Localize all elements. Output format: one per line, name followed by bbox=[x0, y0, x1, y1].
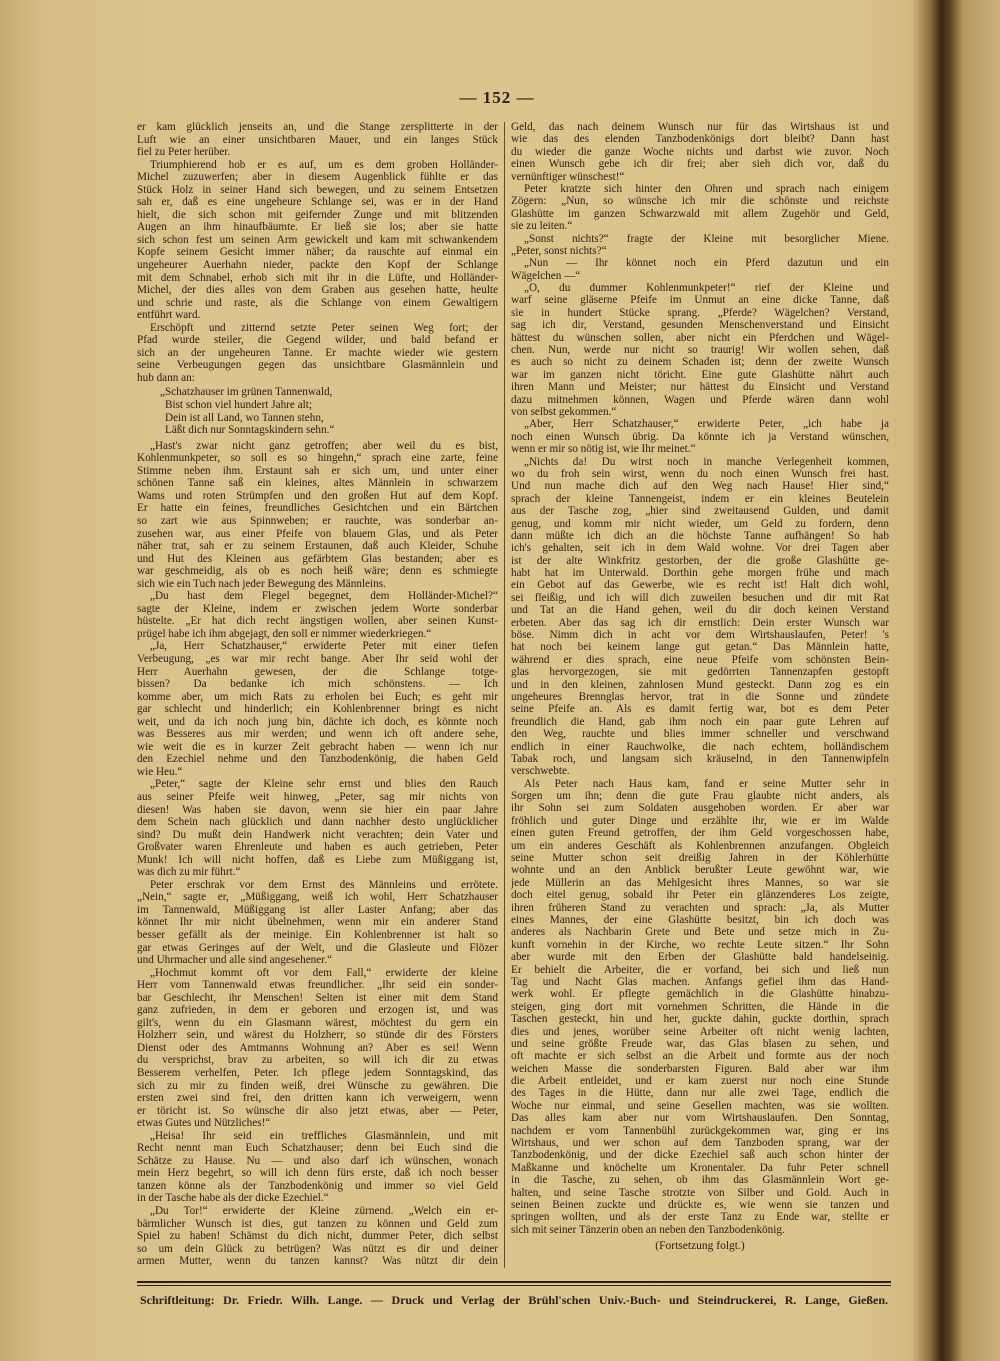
text-line: anderes als Nachbarin Grete und Bete und setze mich in Zu- bbox=[511, 926, 889, 939]
right-column bbox=[511, 121, 889, 1253]
text-line: seine Verbeugungen gegen das unsichtbare Glasmännlein und bbox=[137, 359, 498, 372]
text-line: aber wurde mit den Erben der Glashütte bald handelseinig. bbox=[511, 951, 889, 964]
page-number: — 152 — bbox=[459, 88, 535, 107]
text-line: Michel zuzuwerfen; aber in diesem Augenblick fühlte er das bbox=[137, 171, 498, 184]
text-line: bärmlicher Wunsch ist dies, gut tanzen zu können und Geld zum bbox=[137, 1217, 498, 1230]
text-line: war geschmeidig, als ob es noch heiß wäre; denn es schmiegte bbox=[137, 565, 498, 578]
text-line: seinen Beinen zuckte und drückte es, wie wenn sie tanzen und bbox=[511, 1198, 889, 1211]
text-line: wohnte und an den Anblick berußter Leute gewöhnt war, wie bbox=[511, 864, 889, 877]
text-line: diesen! Was haben sie davon, wenn sie hier ein paar Jahre bbox=[137, 803, 498, 816]
text-line: dem Schein nach glücklich und dann nachher desto unglücklicher bbox=[137, 816, 498, 829]
text-line: ungeheures Brennglas hervor, trat in die Sonne und zündete bbox=[511, 690, 889, 703]
text-line: Verbeugung, „es war mir recht bange. Aber Ihr seid wohl der bbox=[137, 652, 498, 665]
text-line: Taschen gesteckt, hin und her, guckte dahin, guckte dorthin, sprach bbox=[511, 1013, 889, 1026]
text-line: vernünftiger wünschest!“ bbox=[511, 170, 625, 183]
text-line: „Nichts da! Du wirst noch in manche Verlegenheit kommen, bbox=[524, 455, 889, 468]
paragraph bbox=[137, 590, 498, 640]
text-line: Besserem verhelfen, Peter. Ich pflege jedem Sonntagskind, das bbox=[137, 1067, 498, 1080]
text-line: näher trat, sah er zu seinem Erstaunen, daß auch Kleider, Schuhe bbox=[137, 540, 498, 553]
text-line: Dienst oder des Amtmanns Wohnung an? Aber es sei! Wenn bbox=[137, 1041, 498, 1054]
text-line: könnet Ihr mir nicht übelnehmen, wenn mir ein anderer Stand bbox=[137, 916, 498, 929]
text-line: du wieder die ganze Woche nichts und darbst wie zuvor. Noch bbox=[511, 145, 889, 158]
text-line: den Weg, rauchte und blies immer schneller und verschwand bbox=[511, 728, 889, 741]
text-line: um ein anderes Geschäft als Kohlenbrennen anzufangen. Obgleich bbox=[511, 839, 889, 852]
continuation-note bbox=[511, 1240, 889, 1252]
text-line: „Du hast dem Flegel begegnet, dem Holländer-Michel?“ bbox=[150, 590, 498, 603]
text-line: Herr vom Tannenwald etwas freundlicher. „Ihr seid ein sonder- bbox=[137, 979, 498, 992]
text-line: nachdem er vom Tannenbühl zurückgekommen war, ging er ins bbox=[511, 1124, 889, 1137]
paragraph bbox=[511, 257, 889, 282]
paragraph bbox=[137, 121, 498, 159]
text-line: Läßt dich nur Sonntagskindern sehn.“ bbox=[165, 424, 335, 437]
text-line: Dein ist all Land, wo Tannen stehn, bbox=[165, 411, 324, 424]
text-line: Pfad wurde steiler, die Gegend wilder, und bald befand er bbox=[137, 334, 498, 347]
text-line: Großvater waren Ehrenleute und haben es auch getrieben, Peter bbox=[137, 841, 498, 854]
text-line: hat noch bei keinem lange gut getan.“ Das Männlein hatte, bbox=[511, 641, 889, 654]
text-line: wie weit die es in kurzer Zeit gebracht haben — wenn ich nur bbox=[137, 740, 498, 753]
text-line: du versprichst, brav zu arbeiten, so will ich dir zu etwas bbox=[137, 1054, 498, 1067]
text-line: im Tannenwald, Müßiggang ist aller Laster Anfang; aber das bbox=[137, 903, 498, 916]
text-line: „O, du dummer Kohlenmunkpeter!“ rief der Kleine und bbox=[524, 282, 889, 295]
text-line: Tanzbodenkönig, und der dicke Ezechiel saß auch schon hinter der bbox=[511, 1149, 889, 1162]
text-line: sprach der kleine Tannengeist, indem er ein kleines Beutelein bbox=[511, 492, 889, 505]
text-line: und in den kleinen, zahnlosen Mund gesteckt. Dann zog es ein bbox=[511, 678, 889, 691]
text-line: fiel zu Peter herüber. bbox=[137, 146, 231, 159]
text-line: so um dein Glück zu betrügen? Was nützt es dir und deiner bbox=[137, 1242, 498, 1255]
text-line: „Peter,“ sagte der Kleine sehr ernst und blies den Rauch bbox=[150, 778, 498, 791]
verse-stanza bbox=[137, 386, 498, 436]
text-line: hub dann an: bbox=[137, 371, 195, 384]
text-line: Erschöpft und zitternd setzte Peter seinen Weg fort; der bbox=[150, 321, 498, 334]
text-line: „Nun — Ihr könnet noch ein Pferd dazutun und ein bbox=[524, 257, 889, 270]
text-line: springen wollten, und als der erste Tanz zu Ende war, stellte er bbox=[511, 1211, 889, 1224]
text-line: sich schon fest um seinen Arm gewickelt und kam mit schwankendem bbox=[137, 233, 498, 246]
text-line: eines Mannes, der eine Glashütte besitzt, bin ich doch was bbox=[511, 914, 889, 926]
text-line: weichen Masse die sonderbarsten Figuren. Bald aber war ihm bbox=[511, 1062, 889, 1075]
text-line: Herr Auerhahn gewesen, der die Schlange totge- bbox=[137, 665, 498, 678]
paragraph bbox=[511, 121, 889, 183]
left-column bbox=[137, 121, 498, 1268]
text-line: Wams und roten Strümpfen und den großen Hut auf dem Kopf. bbox=[137, 489, 498, 502]
text-line: Michel, der dies alles von dem Graben aus gesehen hatte, heulte bbox=[137, 284, 498, 297]
text-line: „Heisa! Ihr seid ein treffliches Glasmännlein, und mit bbox=[150, 1129, 498, 1142]
text-line: entführt ward. bbox=[137, 309, 201, 322]
text-line: sich an der ungeheuren Tanne. Er machte wieder wie gestern bbox=[137, 346, 498, 359]
text-line: chen. Nun, werde nur nicht so traurig! Wir wollen sehen, daß bbox=[511, 344, 889, 357]
text-line: Spiel zu haben! Schämst du dich nicht, dummer Peter, dich selbst bbox=[137, 1230, 498, 1243]
text-line: Das alles kam aber nur vom Wirtshauslaufen. Den Sonntag, bbox=[511, 1112, 889, 1125]
text-line: in der Tasche habe als der dicke Ezechiel.“ bbox=[137, 1192, 329, 1205]
text-line: „Ja, Herr Schatzhauser,“ erwiderte Peter mit einer tiefen bbox=[150, 640, 498, 653]
text-line: Wirtshaus, und wer schon auf dem Tanzboden sprang, war der bbox=[511, 1137, 889, 1150]
text-line: (Fortsetzung folgt.) bbox=[655, 1240, 745, 1253]
text-line: Luft wie an einer unsichtbaren Mauer, und ein langes Stück bbox=[137, 133, 498, 146]
text-line: glas hervorgezogen, sie mit gedörrten Tannenzapfen gestopft bbox=[511, 666, 889, 679]
text-line: „Sonst nichts?“ fragte der Kleine mit besorglicher Miene. bbox=[524, 232, 889, 245]
text-line: besser gefällt als der meinige. Ein Kohlenbrenner ist halt so bbox=[137, 929, 498, 941]
text-line: die Arbeit entleidet, und er kam zuerst nur noch eine Stunde bbox=[511, 1075, 889, 1088]
text-line: verschwebte. bbox=[511, 765, 570, 778]
text-line: sich zu mir zu finden weiß, drei Wünsche zu gewähren. Die bbox=[137, 1079, 498, 1092]
text-line: Augen an ihm hinaufbäumte. Er ließ sie los; aber sie hatte bbox=[137, 221, 498, 234]
text-line: noch einen Wunsch übrig. Da könnte ich ja Verstand wünschen, bbox=[511, 430, 889, 443]
text-line: Holzherr sein, und wärest du Holzherr, so stünde dir des Försters bbox=[137, 1029, 498, 1042]
text-line: sie zu leiten.“ bbox=[511, 220, 573, 233]
text-line: Zögern: „Nun, so wünsche ich mir die schönste und reichste bbox=[511, 195, 889, 208]
text-line: ihr Sohn sei zum Soldaten ausgehoben worden. Er aber war bbox=[511, 802, 889, 815]
text-line: Sorgen um ihn; denn die gute Frau glaubte nicht anders, als bbox=[511, 790, 889, 803]
text-line: warf seine gläserne Pfeife im Unmut an eine dicke Tanne, daß bbox=[511, 294, 889, 307]
text-line: wie Heu.“ bbox=[137, 765, 183, 778]
text-line: was Besseres aus mir werden; und wenn ich oft andere sehe, bbox=[137, 728, 498, 741]
paragraph bbox=[137, 1130, 498, 1205]
text-line: Und nun mache dich auf den Weg nach Hause! Hier sind,“ bbox=[511, 480, 889, 493]
text-line: seine Mutter schon seit dreißig Jahren in der Köhlerhütte bbox=[511, 852, 889, 865]
text-line: seine Pfeife an. Als es damit fertig war, bot es dem Peter bbox=[511, 703, 889, 716]
text-line: erbeten. Aber das sag ich dir ernstlich: Dein erster Wunsch war bbox=[511, 616, 889, 629]
text-line: sind? Du mußt dein Handwerk nicht verachten; dein Vater und bbox=[137, 828, 498, 841]
text-line: Wägelchen —“ bbox=[511, 269, 581, 282]
text-line: sich wie ein Tuch nach jeder Bewegung des Männleins. bbox=[137, 577, 386, 590]
text-line: hielt, die sich schon mit geifernder Zunge und mit blitzenden bbox=[137, 208, 498, 221]
text-line: in die Tasche, zu sehen, ob ihm das Glasmännlein Wort ge- bbox=[511, 1174, 889, 1187]
text-line: des Tages in die Hütte, dann nur alle zwei Tage, endlich die bbox=[511, 1087, 889, 1100]
paragraph bbox=[511, 282, 889, 418]
text-line: fröhlich und guter Dinge und erzählte ihr, wie er im Walde bbox=[511, 814, 889, 827]
text-line: schönen Tanne saß ein kleines, altes Männlein in schwarzem bbox=[137, 477, 498, 490]
text-line: „Nein,“ sagte er, „Müßiggang, weiß ich wohl, Herr Schatzhauser bbox=[137, 891, 498, 904]
paragraph bbox=[137, 440, 498, 591]
text-line: Geld, das nach deinem Wunsch nur für das Wirtshaus ist und bbox=[511, 121, 889, 133]
paragraph bbox=[511, 418, 889, 455]
text-line: er töricht ist. So wünsche dir also jetzt etwas, aber — Peter, bbox=[137, 1104, 498, 1117]
imprint-footer: Schriftleitung: Dr. Friedr. Wilh. Lange. — Druck und Verlag der Brühl'schen Univ.-Buch- und Steindruckerei, R. Lange, Gießen. bbox=[140, 1293, 888, 1307]
text-line: ganz zufrieden, in dem er geboren und erzogen ist, und was bbox=[137, 1004, 498, 1017]
text-line: Tabak roch, und langsam sich kräuselnd, in den Tannenwipfeln bbox=[511, 752, 889, 765]
text-line: mein Herz begehrt, so will ich denn fürs erste, daß ich noch besser bbox=[137, 1167, 498, 1180]
text-line: „Hochmut kommt oft vor dem Fall,“ erwiderte der kleine bbox=[150, 966, 498, 979]
text-line: gilt's, wenn du ein Glasmann wärest, möchtest du gern ein bbox=[137, 1016, 498, 1029]
text-line: und seine größte Freude war, das Glas blasen zu sehen, und bbox=[511, 1037, 889, 1050]
text-line: „Schatzhauser im grünen Tannenwald, bbox=[160, 386, 333, 399]
text-line: sah er, daß es eine ungeheure Schlange sei, was er in der Hand bbox=[137, 196, 498, 209]
text-line: wo du froh sein wirst, wenn du noch einen Wunsch frei hast. bbox=[511, 467, 889, 480]
paragraph bbox=[137, 322, 498, 385]
text-line: ein Gebot auf das Gewerbe, wie es recht ist! Halt dich wohl, bbox=[511, 579, 889, 592]
paragraph bbox=[137, 778, 498, 878]
text-line: Maßkanne und knöchelte um Kronentaler. Da fuhr Peter schnell bbox=[511, 1161, 889, 1174]
text-line: Als Peter nach Haus kam, fand er seine Mutter sehr in bbox=[524, 777, 889, 790]
text-line: werk wohl. Er pflegte gemächlich in die Glashütte hinabzu- bbox=[511, 988, 889, 1001]
footer-rule bbox=[137, 1281, 891, 1283]
paragraph bbox=[511, 183, 889, 233]
text-line: Stück Holz in seiner Hand sich bewegen, und zu seinem Entsetzen bbox=[137, 183, 498, 196]
text-line: ungeheurer Auerhahn nieder, packte den Kopf der Schlange bbox=[137, 259, 498, 272]
text-line: ihren früheren Stand zu verachten und sprach: „Ja, als Mutter bbox=[511, 901, 889, 914]
paragraph bbox=[511, 456, 889, 778]
text-line: und Uhrmacher und alle sind angesehener.“ bbox=[137, 954, 333, 967]
text-line: Stimme neben ihm. Erstaunt sah er sich um, und unter einer bbox=[137, 464, 498, 477]
text-line: Triumphierend hob er es auf, um es dem groben Holländer- bbox=[150, 158, 498, 171]
text-line: tanzen könne als der Tanzbodenkönig und immer so viel Geld bbox=[137, 1179, 498, 1192]
text-line: sei fleißig, und ich will dich zuweilen besuchen und dir mit Rat bbox=[511, 591, 889, 604]
text-line: „Du Tor!“ erwiderte der Kleine zürnend. „Welch ein er- bbox=[150, 1205, 498, 1218]
text-line: „Aber, Herr Schatzhauser,“ erwiderte Peter, „ich habe ja bbox=[524, 418, 889, 431]
text-line: ist der alte Winkfritz gestorben, der die große Glashütte ge- bbox=[511, 554, 889, 567]
text-line: jede Müllerin an das Mehlgesicht ihres Mannes, so war sie bbox=[511, 876, 889, 889]
text-line: böse. Nimm dich in acht vor dem Wirtshauslaufen, Peter! 's bbox=[511, 629, 889, 642]
text-line: Schätze zu Hause. Nu — und also darf ich wünschen, wonach bbox=[137, 1154, 498, 1167]
text-line: ersten zwei sind frei, den dritten kann ich verweigern, wenn bbox=[137, 1092, 498, 1105]
text-line: ihren Mann und Meister; nur hättest du Einsicht und Verstand bbox=[511, 381, 889, 394]
footer-rule bbox=[137, 1285, 891, 1286]
paragraph bbox=[137, 159, 498, 322]
text-line: war im ganzen nicht töricht. Eine gute Glashütte nährt auch bbox=[511, 368, 889, 381]
text-line: den Ezechiel nehme und den Tanzbodenkönig, die haben Geld bbox=[137, 753, 498, 766]
text-line: Glashütte im ganzen Schwarzwald mit allem Zugehör und Geld, bbox=[511, 207, 889, 220]
text-line: aus seiner Pfeife weit hinweg, „Peter, sag mir nichts von bbox=[137, 790, 498, 803]
text-line: es auch so nicht zu deinem Schaden ist; denn der zweite Wunsch bbox=[511, 356, 889, 369]
text-line: „Hast's zwar nicht ganz getroffen; aber weil du es bist, bbox=[150, 439, 498, 452]
text-line: sie in hundert Stücke sprang. „Pferde? Wägelchen? Verstand, bbox=[511, 306, 889, 319]
text-line: Munk! Ich will nicht hoffen, daß es Liebe zum Müßiggang ist, bbox=[137, 853, 498, 866]
text-line: Tag und Nacht Glas machen. Anfangs gefiel ihm das Hand- bbox=[511, 975, 889, 988]
text-line: zusehen war, aus einer Pfeife von blauem Glas, und als Peter bbox=[137, 527, 498, 540]
text-line: endlich in einer Rauchwolke, die nach echtem, holländischem bbox=[511, 740, 889, 753]
text-line: sag ich dir, Verstand, gesunden Menschenverstand und Einsicht bbox=[511, 319, 889, 332]
text-line: freundlich die Hand, gab ihm noch ein paar gute Lehren auf bbox=[511, 715, 889, 728]
text-line: steigen, ging dort mit vornehmen Schritten, die Hände in die bbox=[511, 1000, 889, 1013]
text-line: während er dies sprach, eine neue Pfeife vom schönsten Bein- bbox=[511, 653, 889, 666]
paragraph bbox=[137, 967, 498, 1130]
text-line: armen Mutter, wenn du tanzen kannst? Was nützt dir dein bbox=[137, 1255, 498, 1268]
text-line: oft machte er sich selbst an die Arbeit und formte aus der noch bbox=[511, 1050, 889, 1063]
text-line: er kam glücklich jenseits an, und die Stange zersplitterte in der bbox=[137, 121, 498, 133]
text-line: habt hat im Unterwald. Dorthin gehe morgen frühe und mach bbox=[511, 567, 889, 580]
text-line: und Hut des Kleinen aus gefärbtem Glas bestanden; aber es bbox=[137, 552, 498, 565]
text-line: genug, und komm mir nicht wieder, um Geld zu fordern, denn bbox=[511, 517, 889, 530]
text-line: bar Geschlecht, ihr Menschen! Selten ist einer mit dem Stand bbox=[137, 991, 498, 1004]
text-line: dazu mitnehmen können, Wagen und Pferde wären dann wohl bbox=[511, 393, 889, 406]
text-line: Recht nennt man Euch Schatzhauser; denn bei Euch sind die bbox=[137, 1142, 498, 1155]
text-line: halten, und seine Tasche strotzte von Silber und Gold. Auch in bbox=[511, 1186, 889, 1199]
text-line: gar etwas Geringes auf der Welt, und die Glasleute und Flözer bbox=[137, 941, 498, 954]
text-line: Er hatte ein feines, freundliches Gesichtchen und ein Bärtchen bbox=[137, 502, 498, 515]
text-line: Er behielt die Arbeiter, die er vorfand, bei sich und ließ nun bbox=[511, 963, 889, 976]
text-line: „Peter, sonst nichts?“ bbox=[511, 244, 607, 257]
text-line: Kohlenmunkpeter, so soll es so hingehn,“ sprach eine zarte, feine bbox=[137, 452, 498, 465]
text-line: dies und jenes, worüber seine Arbeiter oft nicht wenig lachten, bbox=[511, 1025, 889, 1038]
text-line: Bist schon viel hundert Jahre alt; bbox=[165, 399, 312, 412]
text-line: wenn er mir so nötig ist, wie Ihr meinet.“ bbox=[511, 443, 696, 456]
text-line: komme aber, um mich Rats zu erholen bei Euch; es geht mir bbox=[137, 690, 498, 703]
text-line: hättest du wünschen sollen, aber nicht ein Pferdchen und Wägel- bbox=[511, 331, 889, 344]
paragraph bbox=[137, 1205, 498, 1268]
text-line: Kopfe seinem Gesicht immer näher; da rauschte auf einmal ein bbox=[137, 246, 498, 259]
text-line: dann müßte ich dich an die höchste Tanne aufhängen! So hab bbox=[511, 529, 889, 542]
column-rule bbox=[504, 122, 505, 1268]
text-line: weit, und da ich noch jung bin, dächte ich doch, es könnte noch bbox=[137, 715, 498, 728]
text-line: Woche nur einmal, und seine Gesellen machten, was sie wollten. bbox=[511, 1099, 889, 1112]
text-line: wie das des elenden Tanzbodenkönigs dort bleibt? Dann hast bbox=[511, 133, 889, 146]
text-line: mit dem Schnabel, erhob sich mit ihr in die Lüfte, und Holländer- bbox=[137, 271, 498, 284]
text-line: gar schlecht und hinderlich; ein Kohlenbrenner bringt es nicht bbox=[137, 703, 498, 716]
text-line: so zart wie aus Spinnweben; er rauchte, was sonderbar an- bbox=[137, 514, 498, 527]
text-line: sich mit seiner Tänzerin oben an neben den Tanzbodenkönig. bbox=[511, 1223, 785, 1236]
text-line: und Tat an die Hand gehen, weil du dir doch keinen Verstand bbox=[511, 604, 889, 617]
text-line: ich's gehalten, seit ich in dem Wald wohne. Vor drei Tagen aber bbox=[511, 542, 889, 555]
text-line: prügel habe ich ihm abgejagt, den soll er nimmer wiederkriegen.“ bbox=[137, 627, 432, 640]
text-line: etwas Gutes und Nützliches!“ bbox=[137, 1117, 271, 1130]
paragraph bbox=[137, 640, 498, 778]
text-line: hüstelte. „Er hat dich recht ängstigen wollen, aber seinen Kunst- bbox=[137, 615, 498, 628]
text-line: von selbst gekommen.“ bbox=[511, 405, 617, 418]
text-line: Peter erschrak vor dem Ernst des Männleins und errötete. bbox=[150, 878, 498, 891]
text-line: bissen? Da bedanke ich mich schönstens. — Ich bbox=[137, 678, 498, 691]
paragraph bbox=[137, 879, 498, 967]
text-line: Peter kratzte sich hinter den Ohren und sprach nach einigem bbox=[524, 182, 889, 195]
text-line: sagte der Kleine, indem er zwischen jedem Worte sonderbar bbox=[137, 602, 498, 615]
text-line: einen Wunsch gebe ich dir frei; aber sieh dich vor, daß du bbox=[511, 158, 889, 171]
text-line: doch eitel genug, sobald ihr Peter ein glänzenderes Los zeigte, bbox=[511, 889, 889, 902]
text-line: aus der Tasche zog, „hier sind zweitausend Gulden, und damit bbox=[511, 505, 889, 518]
text-line: und schrie und raste, als die Schlange von einem Gewaltigern bbox=[137, 296, 498, 309]
text-line: kunft vornehin in der Kirche, wo rechte Leute sitzen.“ Ihr Sohn bbox=[511, 938, 889, 951]
text-line: einen guten Freund getroffen, der ihm Geld vorgeschossen habe, bbox=[511, 827, 889, 840]
text-line: was dich zu mir führt.“ bbox=[137, 866, 241, 879]
paragraph bbox=[511, 778, 889, 1236]
paragraph bbox=[511, 233, 889, 258]
